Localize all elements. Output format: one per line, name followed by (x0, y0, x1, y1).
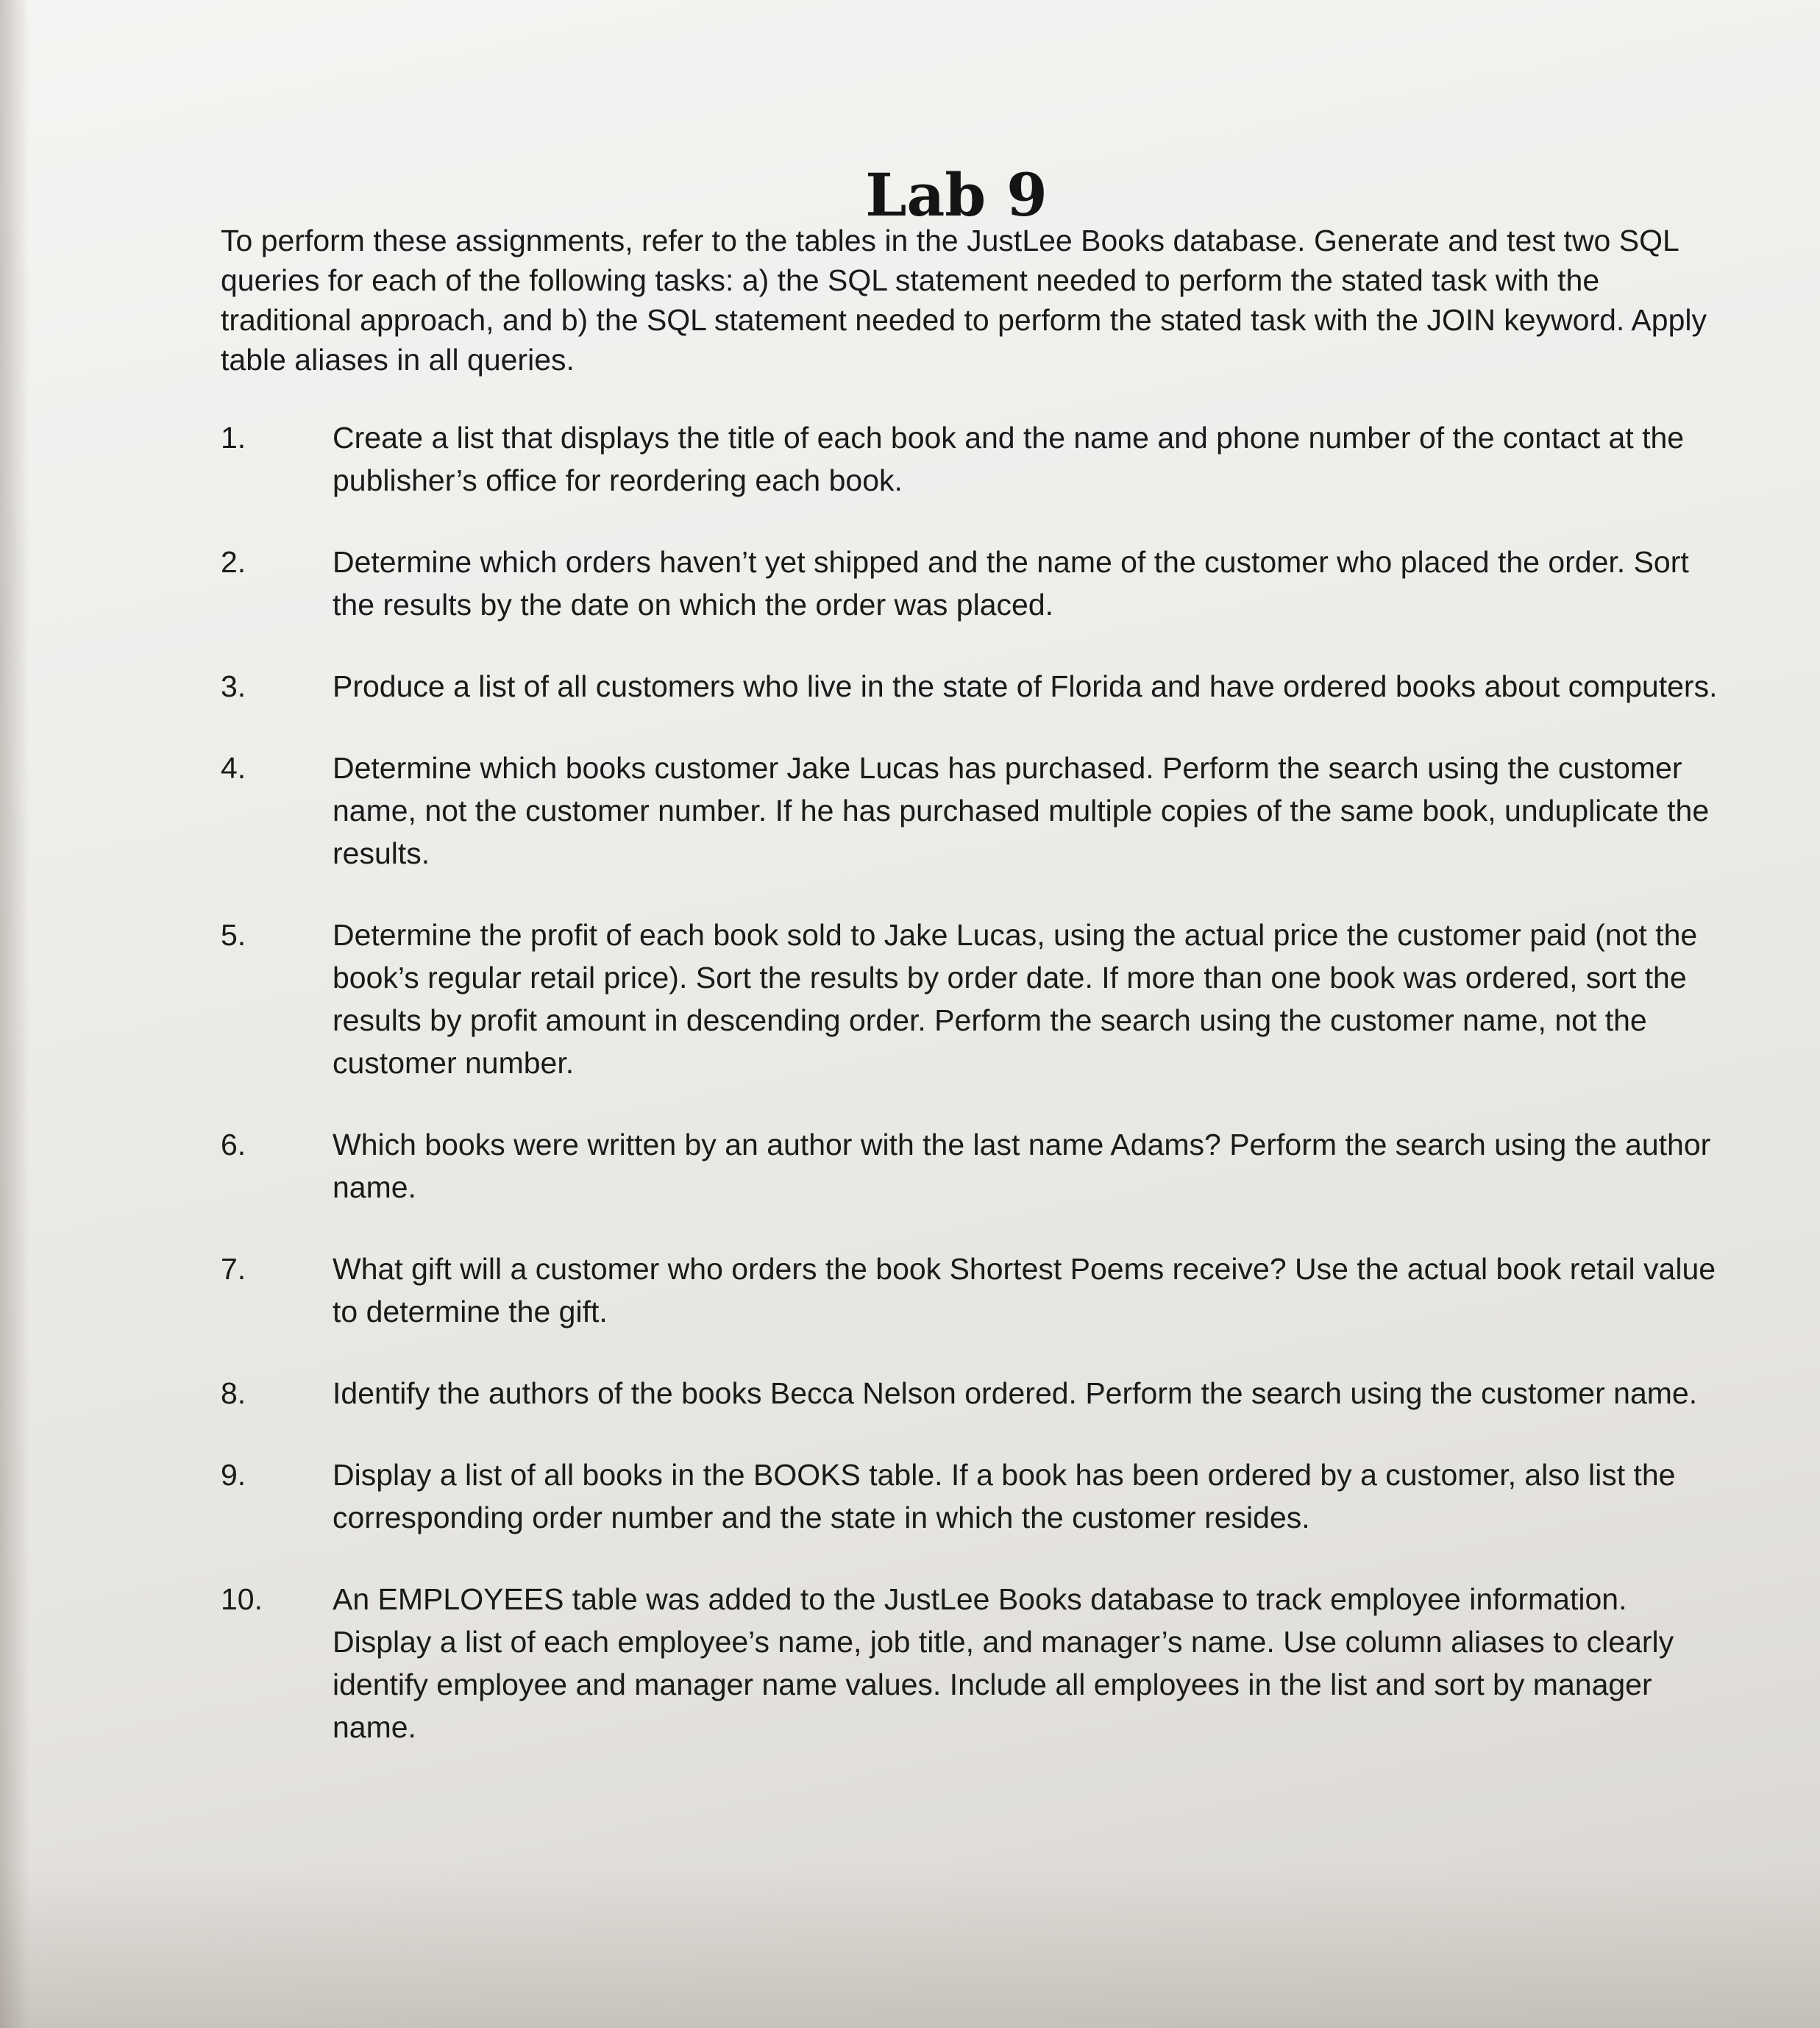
list-item (221, 1123, 1721, 1209)
task-text: Display a list of all books in the BOOKS table. If a book has been ordered by a customer, also list the corresponding order number and the state in which the customer resides. (333, 1458, 1676, 1534)
task-list (221, 416, 1721, 1748)
list-item (221, 1578, 1721, 1748)
page-title: Lab 9 (865, 160, 1048, 230)
task-number: 9. (221, 1458, 246, 1492)
list-item (221, 1372, 1721, 1415)
task-number: 5. (221, 918, 246, 952)
task-number: 8. (221, 1376, 246, 1410)
task-text: Determine the profit of each book sold to Jake Lucas, using the actual price the customer paid (not the book’s regular retail price). Sort the results by order date. If more than one book was ordered, sort the results by profit amount in descending order. Perform the search using the customer name, not the customer number. (333, 918, 1698, 1080)
list-item (221, 416, 1721, 502)
task-number: 7. (221, 1252, 246, 1286)
paper-bottom-shadow (0, 1866, 1820, 2028)
task-text: Produce a list of all customers who live in the state of Florida and have ordered books about computers. (333, 669, 1718, 703)
intro-paragraph: To perform these assignments, refer to the tables in the JustLee Books database. Generate and test two SQL queries for each of the following tasks: a) the SQL statement needed to perform the stated task with the traditional approach, and b) the SQL statement needed to perform the stated task with the JOIN keyword. Apply table aliases in all queries. (221, 224, 1707, 377)
task-text: Determine which books customer Jake Lucas has purchased. Perform the search using the customer name, not the customer number. If he has purchased multiple copies of the same book, unduplicate the results. (333, 751, 1710, 870)
list-item (221, 665, 1721, 708)
task-text: An EMPLOYEES table was added to the JustLee Books database to track employee information. Display a list of each employee’s name, job title, and manager’s name. Use column aliases to clearly identify employee and manager name values. Include all employees in the list and sort by manager name. (333, 1582, 1674, 1744)
task-number: 1. (221, 421, 246, 455)
list-item (221, 541, 1721, 626)
task-text: Create a list that displays the title of each book and the name and phone number of the contact at the publisher’s office for reordering each book. (333, 421, 1685, 497)
paper-edge-shadow (0, 0, 29, 2028)
task-number: 6. (221, 1128, 246, 1161)
task-number: 4. (221, 751, 246, 785)
task-number: 3. (221, 669, 246, 703)
list-item (221, 1454, 1721, 1539)
document-body (221, 221, 1721, 1787)
task-number: 10. (221, 1582, 263, 1616)
list-item (221, 914, 1721, 1084)
list-item (221, 747, 1721, 875)
task-text: Identify the authors of the books Becca Nelson ordered. Perform the search using the customer name. (333, 1376, 1698, 1410)
list-item (221, 1248, 1721, 1333)
task-text: Which books were written by an author with the last name Adams? Perform the search using the author name. (333, 1128, 1711, 1204)
task-text: What gift will a customer who orders the book Shortest Poems receive? Use the actual book retail value to determine the gift. (333, 1252, 1716, 1328)
task-number: 2. (221, 545, 246, 579)
task-text: Determine which orders haven’t yet shipped and the name of the customer who placed the order. Sort the results by the date on which the order was placed. (333, 545, 1689, 622)
